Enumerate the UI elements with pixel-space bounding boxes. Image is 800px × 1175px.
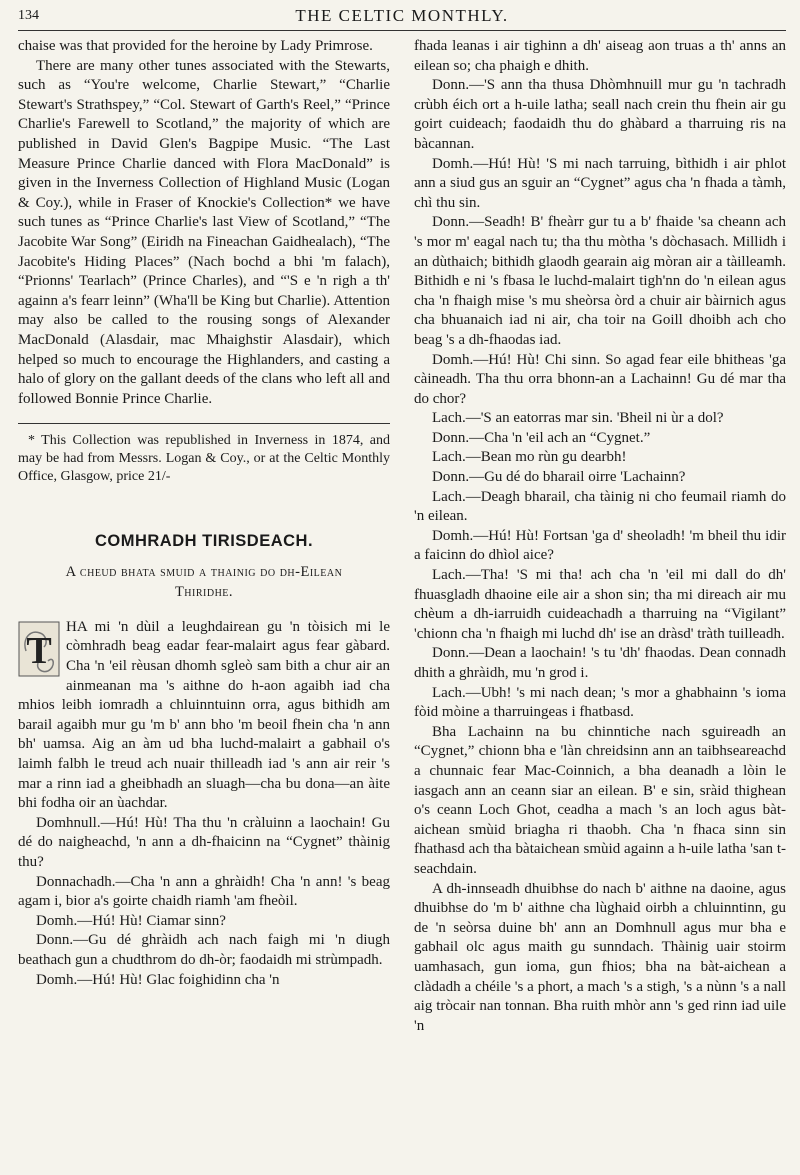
footnote: * This Collection was republished in Inverness in 1874, and may be had from Messrs. Logan & Coy., or at the Celtic Monthly Office, Glasgow, price 21/- <box>18 433 390 485</box>
footnote-divider <box>18 423 390 424</box>
running-header <box>18 4 786 31</box>
dialogue-line: Lach.—Ubh! 's mi nach dean; 's mor a ghabhainn 's ioma fòid mòine a tharruingeas i fhatbasd. <box>414 684 786 721</box>
dialogue-line: Domh.—Hú! Hù! 'S mi nach tarruing, bìthidh i air phlot ann a siud gus an sguir an “Cygnet” agus cha 'n fhada a tàmh, chì thu sin. <box>414 155 786 211</box>
dialogue-line: Lach.—Bean mo rùn gu dearbh! <box>432 449 627 466</box>
article-heading: COMHRADH TIRISDEACH. <box>94 532 314 551</box>
dialogue-line: Lach.—Deagh bharail, cha tàinig ni cho feumail riamh do 'n eilean. <box>414 488 786 525</box>
dialogue-line: Donn.—Gu dé ghràidh ach nach faigh mi 'n diugh beathach gun a chudthrom do dh-òr; faodaidh mi strùmpadh. <box>18 932 390 968</box>
drop-cap-icon <box>18 621 60 677</box>
dialogue-line: Domh.—Hú! Hù! Fortsan 'ga d' sheoladh! 'm bheil thu idir a faicinn do dhìol aice? <box>414 527 786 564</box>
drop-cap-letter: T <box>26 629 52 672</box>
paragraph: chaise was that provided for the heroine by Lady Primrose. <box>18 38 373 54</box>
dialogue-line: Donn.—Dean a laochain! 's tu 'dh' fhaodas. Dean connadh dhith a ghràidh, mu 'n grod i. <box>414 645 786 681</box>
page-number: 134 <box>18 8 39 23</box>
paragraph: Bha Lachainn na bu chinntiche nach sguireadh an “Cygnet,” chionn bha e 'làn chreidsinn ann an taibhseareachd a chunnaic fear Mac-Coinnich, a bha deanadh a lòin le iasgach ann an ceann siar an eilean. B' e sin, sràid thighean o's ceann Loch Ghot, ceadha a mach 's an loch agus bàt-aichean smùid briagha ri thaobh. Cha 'n fhaca sinn sin fhathasd ach tha bàtaichean smùid againn a h-uile latha 'san t-seachdain. <box>414 723 786 877</box>
journal-title: THE CELTIC MONTHLY. <box>295 6 509 25</box>
dialogue-line: Lach.—'S an eatorras mar sin. 'Bheil ni ùr a dol? <box>432 410 724 427</box>
dialogue-line: Domh.—Hú! Hù! Ciamar sinn? <box>36 912 226 929</box>
dialogue-line: Lach.—Tha! 'S mi tha! ach cha 'n 'eil mi dall do dh' fhuasgladh dhaoine eile air a shon sin; tha mi direach air mu chèum a dh-iarruidh cuideachadh a tharruing na “Vigilant” 'chionn cha 'n fhaigh mi luchd dh' ise an dràsd' tràth tuilleadh. <box>414 567 786 642</box>
dialogue-line: fhada leanas i air tighinn a dh' aiseag aon truas a th' anns an eilean so; cha phaigh e dhith. <box>414 38 786 74</box>
dialogue-line: Donn.—'S ann tha thusa Dhòmhnuill mur gu 'n tachradh crùbh éich ort a h-uile latha; seall nach crein thu fhein air gu goirt cuideach; faodaidh thu do ghàbard a tharruing ris na bàcannan. <box>414 77 786 152</box>
article-subheading: A cheud bhata smuid a thainig do dh-Eilean Thiridhe. <box>65 563 343 600</box>
dialogue-line: Donnachadh.—Cha 'n ann a ghràidh! Cha 'n ann! 's beag agam i, bior a's goirte chaidh riamh 'am fheòil. <box>18 873 390 910</box>
dialogue-line: Donn.—Seadh! B' fheàrr gur tu a b' fhaide 'sa cheann ach 's mor m' eagal nach tu; tha thu mòtha 's dòchasach. Millidh i an dùthaich; bithidh glaodh gearain aig mòran air a tàilleamh. Bithidh e ni 's fbasa le luchd-malairt tigh'nn do 'n eilean agus cha 'n fhaigh mise 's mu sheòrsa òrd a chuir air bàirnich agus cha bhuanaich iad ni air, cha toir na Goill dhoibh ach cho beag 's a dh-fhaodas iad. <box>414 214 786 348</box>
dialogue-line: Donn.—Gu dé do bharail oirre 'Lachainn? <box>432 469 686 486</box>
dialogue-line: Domh.—Hú! Hù! Chi sinn. So agad fear eile bhitheas 'ga càineadh. Tha thu orra bhonn-an a Lachainn! Gu dé mar tha do chor? <box>414 351 786 407</box>
dialogue-line: Domhnull.—Hú! Hù! Tha thu 'n cràluinn a laochain! Gu dé do naigheachd, 'n ann a dh-fhaicinn na “Cygnet” thàinig thu? <box>18 814 390 870</box>
dialogue-line: Domh.—Hú! Hù! Glac foighidinn cha 'n <box>36 971 280 988</box>
dialogue-line: Donn.—Cha 'n 'eil ach an “Cygnet.” <box>432 429 651 446</box>
paragraph: A dh-innseadh dhuibhse do nach b' aithne na daoine, agus dhuibhse do 'm b' aithne cha lùghaid oirbh a chluinntinn, gu de 'n seòrsa duine bh' ann an Domhnull agus mur bha e gabhail olc agus maith gu sunndach. Thàinig uair stoirm uamhasach, gun ioma, gun fhios; bha na bàt-aichean a clàdadh a chéile 's a phort, a mach 's a stigh, 's a nùnn 's a nall aig tròcair nan tonnan. Bha ruith mhòr ann 's ged rinn iad uile 'n <box>414 880 786 1034</box>
paragraph: There are many other tunes associated with the Stewarts, such as “You're welcome, Charlie Stewart,” “Charlie Stewart's Strathspey,” “Col. Stewart of Garth's Reel,” “Prince Charlie's Farewell to Scotland,” the majority of which are published in David Glen's Bagpipe Music. “The Last Measure Prince Charlie danced with Flora MacDonald” is given in the Inverness Collection of Highland Music (Logan & Coy.), while in Fraser of Knockie's Collection* we have such tunes as “Prince Charlie's last View of Scotland,” “The Jacobite War Song” (Eiridh na Fineachan Gaidhealach), “The Jacobite's Hiding Places” (Nach bochd a bhi 'm falach), “Prionns' Tearlach” (Prince Charles), and “'S e 'n righ a th' againn a's fearr leinn” (Wha'll be King but Charlie). Attention may also be called to the rousing songs of Alexander MacDonald (Alasdair, mac Mhaighstir Alasdair), which helped so much to encourage the Highlanders, and casting a halo of glory on the gallant deeds of the clans who left all and followed Bonnie Prince Charlie. <box>18 57 390 407</box>
left-column <box>18 37 390 1036</box>
paragraph: HA mi 'n dùil a leughdairean gu 'n tòisich mi le còmhradh beag eadar fear-malairt agus fear gàbard. Cha 'n 'eil rèusan dhomh sgleò sam bith a chur air an ainmeanan ma 's aithne do h-aon agaibh iad cha mhios leibh iomradh a chluinntuinn orra, agus bithidh am barail agaibh mur gu 'm b' ann bho 'm beoil fhein cha 'n ann bh' uamsa. Aig an àm ud bha luchd-malairt a gabhail o's laimh falbh le treud ach nuair thilleadh iad 's ann air reir 's mar a rinn iad a gheibhadh an sluagh—cha bu dona—an àite bhi fodha oir an ùachdar. <box>18 618 390 812</box>
right-column <box>414 37 786 1036</box>
